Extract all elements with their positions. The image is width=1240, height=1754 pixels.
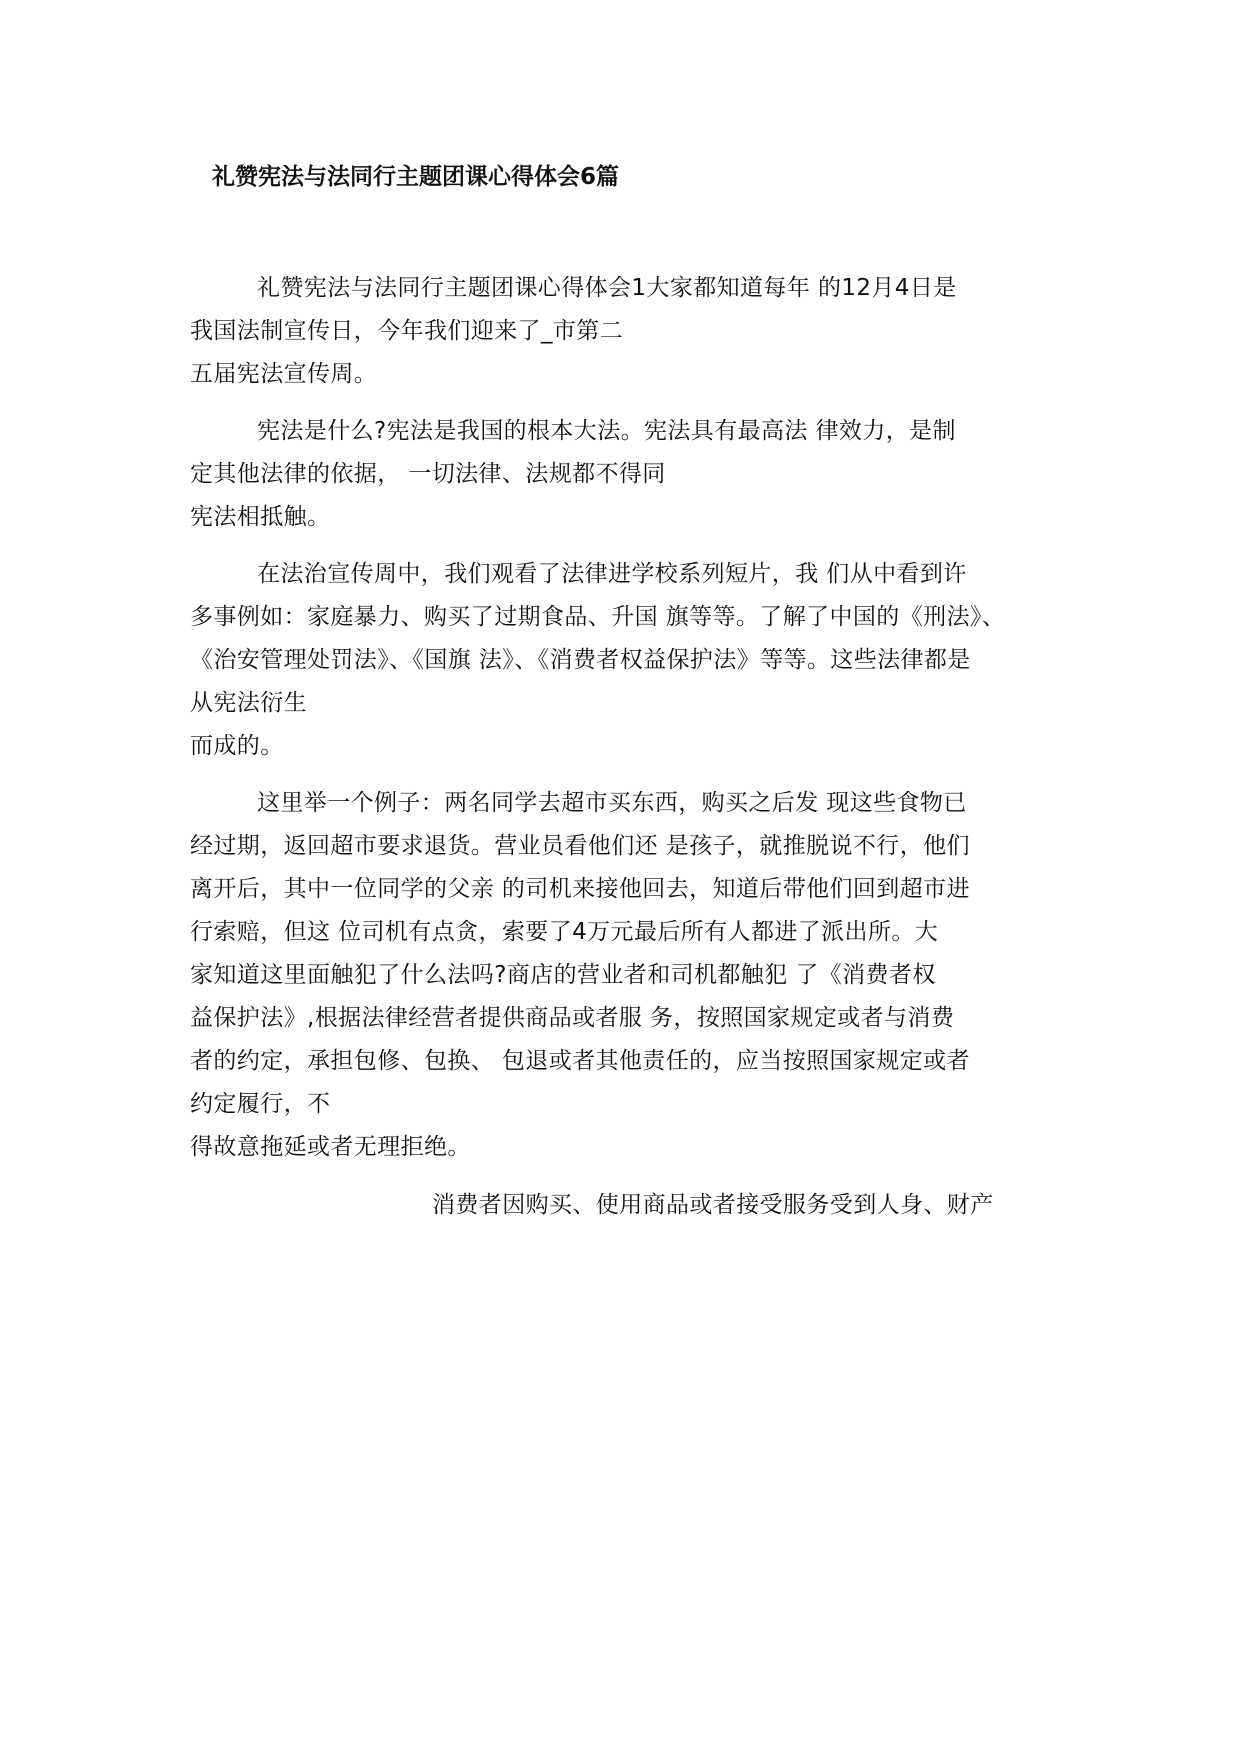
paragraph-line: 家知道这里面触犯了什么法吗?商店的营业者和司机都触犯 了《消费者权 <box>190 962 936 988</box>
paragraph-line: 者的约定，承担包修、包换、 包退或者其他责任的，应当按照国家规定或者 <box>190 1048 970 1074</box>
paragraph-line: 益保护法》,根据法律经营者提供商品或者服 务，按照国家规定或者与消费 <box>190 1005 955 1031</box>
paragraph-line: 从宪法衍生 <box>190 690 307 716</box>
paragraph-line: 消费者因购买、使用商品或者接受服务受到人身、财产 <box>432 1192 994 1218</box>
paragraph-line: 宪法相抵触。 <box>190 504 331 530</box>
paragraph-line: 多事例如：家庭暴力、购买了过期食品、升国 旗等等。了解了中国的《刑法》、 <box>190 604 1006 630</box>
paragraph-line: 宪法是什么?宪法是我国的根本大法。宪法具有最高法 律效力，是制 <box>257 418 956 444</box>
document-title: 礼赞宪法与法同行主题团课心得体会6篇 <box>212 164 620 190</box>
paragraph-line: 约定履行，不 <box>190 1091 331 1117</box>
paragraph-line: 我国法制宣传日，今年我们迎来了_市第二 <box>190 318 624 344</box>
paragraph-line: 经过期，返回超市要求退货。营业员看他们还 是孩子，就推脱说不行，他们 <box>190 833 970 859</box>
paragraph-line: 行索赔，但这 位司机有点贪，索要了4万元最后所有人都进了派出所。大 <box>190 919 939 945</box>
paragraph-line: 五届宪法宣传周。 <box>190 361 378 387</box>
paragraph-line: 礼赞宪法与法同行主题团课心得体会1大家都知道每年 的12月4日是 <box>257 275 957 301</box>
paragraph-line: 离开后，其中一位同学的父亲 的司机来接他回去，知道后带他们回到超市进 <box>190 876 970 902</box>
paragraph-line: 《治安管理处罚法》、《国旗 法》、《消费者权益保护法》等等。这些法律都是 <box>190 647 971 673</box>
paragraph-line: 在法治宣传周中，我们观看了法律进学校系列短片，我 们从中看到许 <box>257 561 967 587</box>
paragraph-line: 而成的。 <box>190 733 284 759</box>
paragraph-line: 定其他法律的依据， 一切法律、法规都不得同 <box>190 461 666 487</box>
paragraph-line: 得故意拖延或者无理拒绝。 <box>190 1134 471 1160</box>
paragraph-line: 这里举一个例子：两名同学去超市买东西，购买之后发 现这些食物已 <box>257 790 967 816</box>
